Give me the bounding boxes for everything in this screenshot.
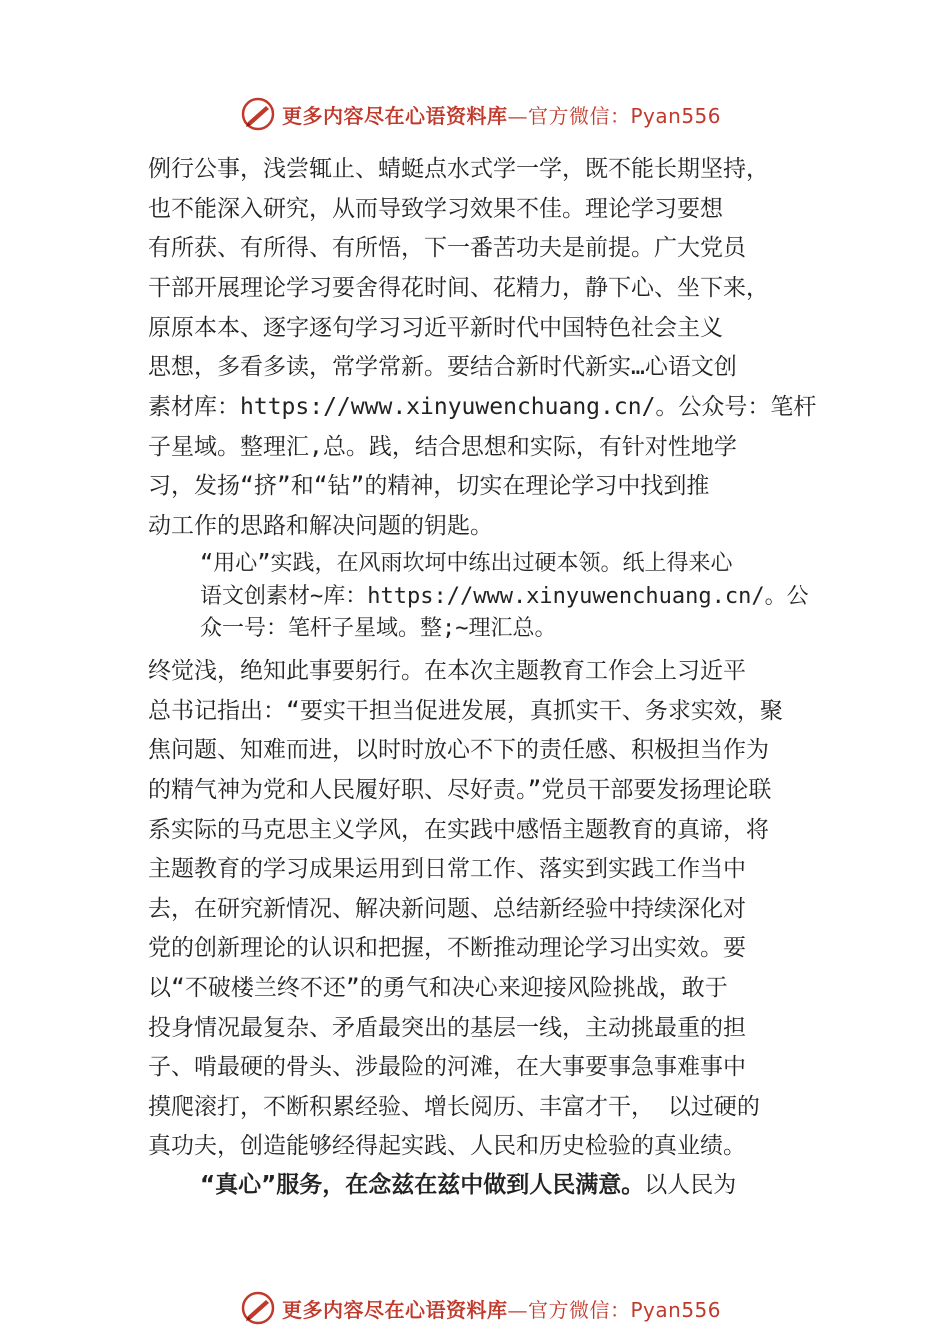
text-line: 思想，多看多读，常学常新。要结合新时代新实…心语文创 bbox=[148, 354, 737, 380]
text-line: 去，在研究新情况、解决新问题、总结新经验中持续深化对 bbox=[148, 896, 746, 922]
header-banner bbox=[0, 92, 950, 136]
text-line: 素材库：https://www.xinyuwenchuang.cn/。公众号：笔杆 bbox=[148, 394, 817, 420]
text-line: 原原本本、逐字逐句学习习近平新时代中国特色社会主义 bbox=[148, 315, 723, 341]
text-line: 摸爬滚打，不断积累经验、增长阅历、丰富才干， 以过硬的 bbox=[148, 1094, 760, 1120]
banner-text: 更多内容尽在心语资料库—官方微信：Pyan556 bbox=[282, 1297, 722, 1322]
text-line: 有所获、有所得、有所悟，下一番苦功夫是前提。广大党员 bbox=[148, 235, 746, 261]
text-line: 主题教育的学习成果运用到日常工作、落实到实践工作当中 bbox=[148, 856, 746, 882]
text-line: 也不能深入研究，从而导致学习效果不佳。理论学习要想 bbox=[148, 196, 723, 222]
pen-logo-icon bbox=[240, 96, 276, 132]
text-line: 终觉浅，绝知此事要躬行。在本次主题教育工作会上习近平 bbox=[148, 658, 746, 684]
text-line: 党的创新理论的认识和把握，不断推动理论学习出实效。要 bbox=[148, 935, 746, 961]
text-line: 习，发扬“挤”和“钻”的精神，切实在理论学习中找到推 bbox=[148, 473, 710, 499]
text-line: 投身情况最复杂、矛盾最突出的基层一线，主动挑最重的担 bbox=[148, 1015, 746, 1041]
text-line: 众一号：笔杆子星域。整;~理汇总。 bbox=[200, 616, 557, 641]
bold-heading: “真心”服务，在念兹在兹中做到人民满意。 bbox=[200, 1172, 645, 1198]
text-line: 子星域。整理汇,总。践，结合思想和实际，有针对性地学 bbox=[148, 434, 737, 460]
text-line: 语文创素材~库：https://www.xinyuwenchuang.cn/。公 bbox=[200, 584, 809, 609]
text-line: 焦问题、知难而进，以时时放心不下的责任感、积极担当作为 bbox=[148, 737, 769, 763]
text-line: 的精气神为党和人民履好职、尽好责。”党员干部要发扬理论联 bbox=[148, 777, 772, 803]
pen-logo-icon bbox=[240, 1290, 276, 1326]
text-line: 动工作的思路和解决问题的钥匙。 bbox=[148, 513, 493, 539]
text-line: “用心”实践，在风雨坎坷中练出过硬本领。纸上得来心 bbox=[200, 551, 733, 576]
text-line-mixed bbox=[200, 1170, 736, 1200]
footer-banner bbox=[0, 1286, 950, 1330]
text-fragment: 以人民为 bbox=[644, 1172, 737, 1198]
text-line: 例行公事，浅尝辄止、蜻蜓点水式学一学，既不能长期坚持， bbox=[148, 156, 769, 182]
text-line: 干部开展理论学习要舍得花时间、花精力，静下心、坐下来， bbox=[148, 275, 769, 301]
text-line: 总书记指出：“要实干担当促进发展，真抓实干、务求实效，聚 bbox=[148, 698, 783, 724]
text-line: 系实际的马克思主义学风，在实践中感悟主题教育的真谛，将 bbox=[148, 817, 769, 843]
text-line: 子、啃最硬的骨头、涉最险的河滩，在大事要事急事难事中 bbox=[148, 1054, 746, 1080]
text-line: 以“不破楼兰终不还”的勇气和决心来迎接风险挑战，敢于 bbox=[148, 975, 728, 1001]
banner-text: 更多内容尽在心语资料库—官方微信：Pyan556 bbox=[282, 103, 722, 128]
text-line: 真功夫，创造能够经得起实践、人民和历史检验的真业绩。 bbox=[148, 1133, 746, 1159]
